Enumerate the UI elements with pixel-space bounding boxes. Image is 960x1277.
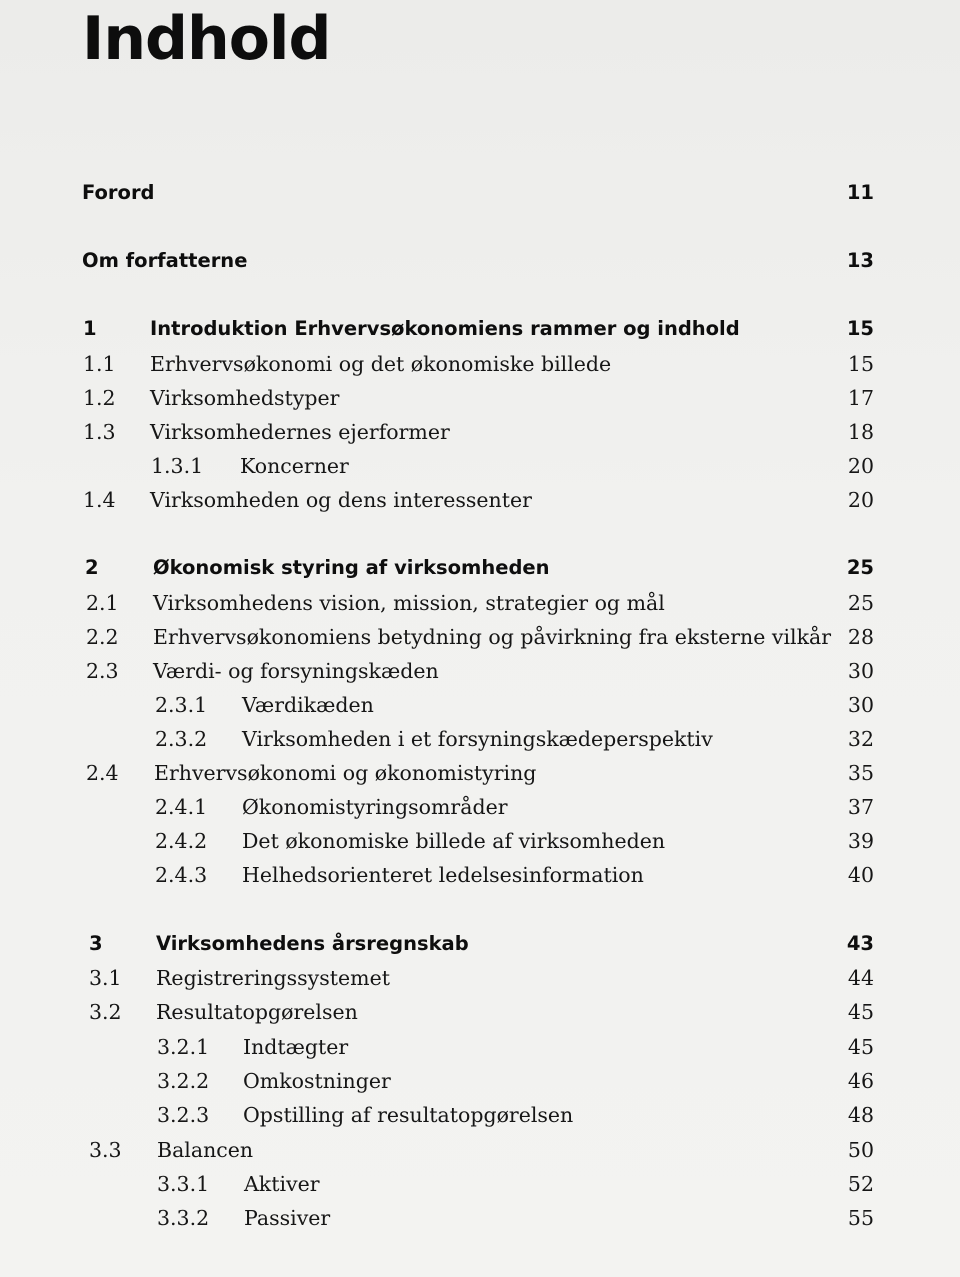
- toc-subsection-title: Værdikæden: [242, 693, 374, 717]
- toc-chapter-number: 3: [89, 932, 103, 955]
- toc-chapter-heading: [0, 312, 960, 346]
- toc-page-number: 46: [847, 1069, 874, 1093]
- toc-subsection-number: 1.3.1: [151, 454, 204, 478]
- toc-section-title: Virksomhedstyper: [150, 386, 340, 410]
- toc-subsection-number: 2.3.2: [155, 727, 208, 751]
- toc-chapter-title: Virksomhedens årsregnskab: [156, 932, 469, 955]
- toc-subsection-number: 3.3.1: [157, 1172, 210, 1196]
- toc-page-number: 35: [847, 761, 874, 785]
- toc-page-number: 18: [847, 420, 874, 444]
- toc-subsection-title: Det økonomiske billede af virksomheden: [242, 829, 666, 853]
- toc-section-entry: [0, 415, 960, 449]
- toc-chapter-title: Introduktion Erhvervsøkonomiens rammer og indhold: [150, 317, 740, 340]
- toc-section-title: Erhvervsøkonomi og økonomistyring: [154, 761, 537, 785]
- toc-page-number: 25: [847, 591, 874, 615]
- toc-subsection-number: 3.2.1: [157, 1035, 210, 1059]
- toc-section-number: 2.1: [86, 591, 119, 615]
- toc-section-number: 1.3: [83, 420, 116, 444]
- toc-page-number: 25: [846, 556, 874, 579]
- toc-page-number: 40: [847, 863, 874, 887]
- toc-section-title: Virksomhedernes ejerformer: [150, 420, 450, 444]
- toc-section-title: Erhvervsøkonomiens betydning og påvirkning fra eksterne vilkår: [153, 625, 832, 649]
- toc-section-entry: [0, 961, 960, 995]
- toc-page-number: 39: [847, 829, 874, 853]
- toc-section-number: 1.1: [83, 352, 116, 376]
- toc-page-number: 30: [847, 693, 874, 717]
- toc-subsection-number: 3.3.2: [157, 1206, 210, 1230]
- toc-subsection-entry: [0, 824, 960, 858]
- toc-subsection-entry: [0, 1201, 960, 1235]
- toc-subsection-number: 2.4.1: [155, 795, 208, 819]
- toc-page-number: 45: [847, 1035, 874, 1059]
- toc-section-title: Virksomheden og dens interessenter: [150, 488, 532, 512]
- toc-subsection-title: Virksomheden i et forsyningskædeperspektiv: [242, 727, 713, 751]
- toc-subsection-title: Passiver: [244, 1206, 331, 1230]
- toc-section-title: Registreringssystemet: [156, 966, 390, 990]
- toc-section-entry: [0, 586, 960, 620]
- toc-section-entry: [0, 483, 960, 517]
- toc-subsection-title: Opstilling af resultatopgørelsen: [243, 1103, 574, 1127]
- toc-section-number: 2.3: [86, 659, 119, 683]
- toc-section-entry: [0, 620, 960, 654]
- toc-subsection-entry: [0, 1167, 960, 1201]
- toc-page-number: 30: [847, 659, 874, 683]
- toc-page-number: 45: [847, 1000, 874, 1024]
- toc-subsection-entry: [0, 1064, 960, 1098]
- toc-subsection-title: Omkostninger: [243, 1069, 391, 1093]
- toc-page-number: 32: [847, 727, 874, 751]
- toc-subsection-entry: [0, 449, 960, 483]
- toc-chapter-heading: [0, 927, 960, 961]
- toc-subsection-entry: [0, 722, 960, 756]
- toc-subsection-title: Aktiver: [244, 1172, 320, 1196]
- toc-subsection-title: Indtægter: [243, 1035, 349, 1059]
- toc-front-entry: [0, 176, 960, 210]
- toc-subsection-entry: [0, 858, 960, 892]
- toc-chapter-number: 2: [85, 556, 99, 579]
- toc-subsection-entry: [0, 1098, 960, 1132]
- toc-section-title: Virksomhedens vision, mission, strategier og mål: [153, 591, 665, 615]
- toc-chapter-number: 1: [83, 317, 97, 340]
- toc-subsection-entry: [0, 1030, 960, 1064]
- toc-page-number: 15: [847, 352, 874, 376]
- toc-subsection-number: 2.4.3: [155, 863, 208, 887]
- toc-page-number: 50: [847, 1138, 874, 1162]
- toc-section-number: 2.2: [86, 625, 119, 649]
- toc-title: Om forfatterne: [82, 249, 248, 272]
- toc-page-number: 28: [847, 625, 874, 649]
- toc-page-number: 37: [847, 795, 874, 819]
- toc-subsection-title: Koncerner: [240, 454, 349, 478]
- toc-section-entry: [0, 654, 960, 688]
- toc-section-title: Erhvervsøkonomi og det økonomiske billede: [150, 352, 612, 376]
- page-title: Indhold: [82, 4, 331, 74]
- toc-page-number: 55: [847, 1206, 874, 1230]
- toc-subsection-number: 3.2.2: [157, 1069, 210, 1093]
- toc-section-entry: [0, 756, 960, 790]
- toc-section-title: Værdi- og forsyningskæden: [153, 659, 439, 683]
- toc-page-number: 17: [847, 386, 874, 410]
- toc-subsection-entry: [0, 688, 960, 722]
- toc-section-number: 3.3: [89, 1138, 122, 1162]
- toc-section-entry: [0, 347, 960, 381]
- toc-section-entry: [0, 381, 960, 415]
- toc-page-number: 20: [847, 488, 874, 512]
- toc-section-entry: [0, 1133, 960, 1167]
- toc-page-number: 13: [846, 249, 874, 272]
- toc-page-number: 52: [847, 1172, 874, 1196]
- toc-page-number: 20: [847, 454, 874, 478]
- toc-subsection-number: 2.3.1: [155, 693, 208, 717]
- toc-subsection-entry: [0, 790, 960, 824]
- toc-section-number: 3.1: [89, 966, 122, 990]
- toc-page-number: 44: [847, 966, 874, 990]
- toc-page-number: 48: [847, 1103, 874, 1127]
- toc-section-number: 2.4: [86, 761, 119, 785]
- toc-section-number: 1.2: [83, 386, 116, 410]
- toc-section-entry: [0, 995, 960, 1029]
- toc-section-number: 1.4: [83, 488, 116, 512]
- toc-subsection-title: Økonomistyringsområder: [242, 795, 508, 819]
- toc-page-number: 15: [846, 317, 874, 340]
- toc-chapter-heading: [0, 551, 960, 585]
- toc-title: Forord: [82, 181, 155, 204]
- toc-subsection-number: 2.4.2: [155, 829, 208, 853]
- toc-subsection-number: 3.2.3: [157, 1103, 210, 1127]
- toc-chapter-title: Økonomisk styring af virksomheden: [153, 556, 550, 579]
- toc-front-entry: [0, 244, 960, 278]
- toc-section-number: 3.2: [89, 1000, 122, 1024]
- toc-section-title: Balancen: [157, 1138, 254, 1162]
- toc-subsection-title: Helhedsorienteret ledelsesinformation: [242, 863, 644, 887]
- toc-section-title: Resultatopgørelsen: [156, 1000, 358, 1024]
- toc-page-number: 11: [846, 181, 874, 204]
- toc-page-number: 43: [846, 932, 874, 955]
